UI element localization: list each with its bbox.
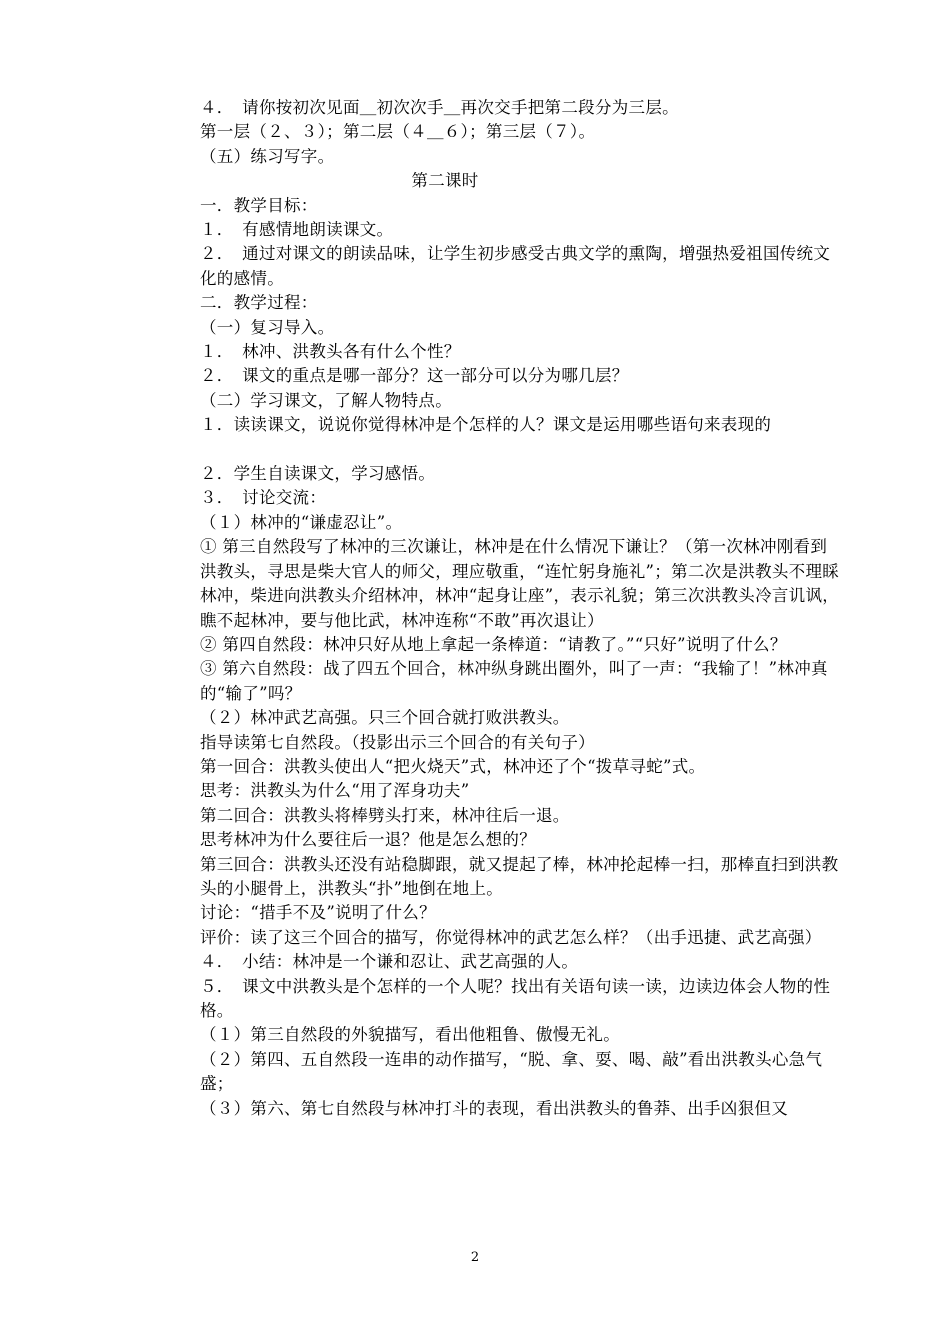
- text-line: （１）第三自然段的外貌描写，看出他粗鲁、傲慢无礼。: [200, 1025, 620, 1045]
- text-line: ４． 小结：林冲是一个谦和忍让、武艺高强的人。: [200, 952, 579, 972]
- text-line: ２．学生自读课文，学习感悟。: [200, 464, 436, 484]
- text-line: １．读读课文，说说你觉得林冲是个怎样的人？课文是运用哪些语句来表现的: [200, 415, 772, 435]
- text-line: （一）复习导入。: [200, 317, 335, 337]
- blank-line: [200, 438, 840, 462]
- text-paragraph: 评价：读了这三个回合的描写，你觉得林冲的武艺怎么样？（出手迅捷、武艺高强）: [200, 927, 822, 947]
- text-paragraph: ③ 第六自然段：战了四五个回合，林冲纵身跳出圈外，叫了一声：“我输了！”林冲真的“输了”吗？: [200, 659, 828, 703]
- text-line: ２． 通过对课文的朗读品味，让学生初步感受古典文学的熏陶，增强热爱祖国传统文化的感情。: [200, 244, 831, 288]
- text-line: （五）练习写字。: [200, 146, 335, 166]
- text-line: ４． 请你按初次见面＿初次次手＿再次交手把第二段分为三层。: [200, 98, 679, 117]
- text-line: （３）第六、第七自然段与林冲打斗的表现，看出洪教头的鲁莽、出手凶狠但又: [200, 1098, 788, 1118]
- text-line: 第二回合：洪教头将棒劈头打来，林冲往后一退。: [200, 805, 570, 825]
- text-paragraph: 第三回合：洪教头还没有站稳脚跟，就又提起了棒，林冲抡起棒一扫，那棒直扫到洪教头的小腿骨上，洪教头“扑”地倒在地上。: [200, 854, 839, 898]
- text-line: １． 林冲、洪教头各有什么个性？: [200, 342, 461, 362]
- text-line: 思考：洪教头为什么“用了浑身功夫”: [200, 781, 470, 801]
- text-line: （二）学习课文，了解人物特点。: [200, 390, 452, 410]
- text-line: 讨论：“措手不及”说明了什么？: [200, 903, 436, 923]
- text-line: １． 有感情地朗读课文。: [200, 220, 394, 240]
- text-line: ３． 讨论交流：: [200, 488, 327, 508]
- text-line: 指导读第七自然段。（投影出示三个回合的有关句子）: [200, 732, 595, 752]
- text-line: ２． 课文的重点是哪一部分？这一部分可以分为哪几层？: [200, 366, 629, 386]
- heading-line: 一．教学目标：: [200, 195, 318, 215]
- document-body: [200, 96, 840, 1121]
- text-paragraph: ５． 课文中洪教头是个怎样的一个人呢？找出有关语句读一读，边读边体会人物的性格。: [200, 976, 831, 1021]
- text-line: 思考林冲为什么要往后一退？他是怎么想的？: [200, 830, 536, 850]
- text-paragraph: （２）第四、五自然段一连串的动作描写，“脱、拿、耍、喝、敲”看出洪教头心急气盛；: [200, 1049, 823, 1094]
- text-paragraph: ① 第三自然段写了林冲的三次谦让，林冲是在什么情况下谦让？（第一次林冲刚看到洪教头，寻思是柴大官人的师父，理应敬重，“连忙躬身施礼”；第二次是洪教头不理睬林冲，柴进向洪教头介绍林冲，林冲“起身让座”，表示礼貌；第三次洪教头冷言讥讽，瞧不起林冲，要与他比武，林冲连称“不敢”再次退让）: [200, 537, 840, 630]
- text-line: （１）林冲的“谦虚忍让”。: [200, 512, 403, 532]
- page-number: 2: [470, 1250, 480, 1265]
- text-paragraph: ② 第四自然段：林冲只好从地上拿起一条棒道：“请教了。”“只好”说明了什么？: [200, 634, 787, 654]
- text-line: 第一层（２、３）；第二层（４＿６）；第三层（７）。: [200, 122, 596, 142]
- text-line: 第一回合：洪教头使出人“把火烧天”式，林冲还了个“拨草寻蛇”式。: [200, 756, 706, 776]
- section-title: 第二课时: [411, 171, 479, 191]
- heading-line: 二．教学过程：: [200, 293, 318, 313]
- text-line: （２）林冲武艺高强。只三个回合就打败洪教头。: [200, 708, 570, 728]
